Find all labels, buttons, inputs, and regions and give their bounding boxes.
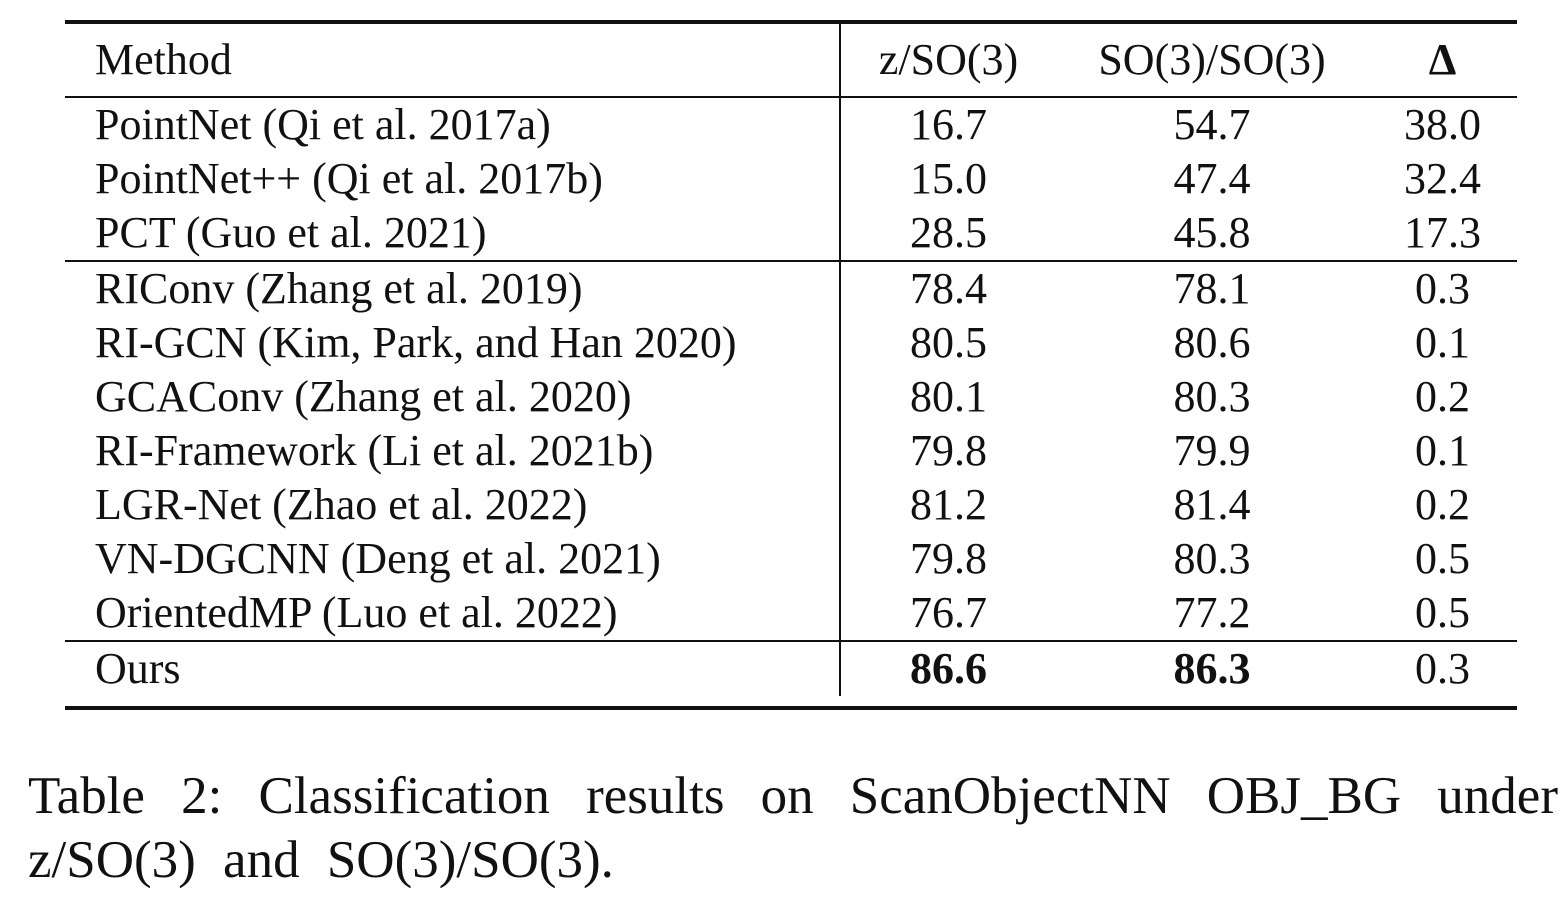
method-cell: GCAConv (Zhang et al. 2020) — [65, 370, 841, 424]
delta-cell: 0.3 — [1415, 264, 1470, 313]
so3-so3-cell: 79.9 — [1173, 426, 1251, 475]
z-so3-cell: 78.4 — [910, 264, 987, 313]
delta-cell: 0.5 — [1415, 588, 1470, 637]
so3-so3-cell: 47.4 — [1173, 154, 1251, 203]
delta-cell: 0.2 — [1415, 372, 1470, 421]
so3-so3-cell: 54.7 — [1173, 100, 1251, 149]
so3-so3-cell: 45.8 — [1173, 208, 1251, 257]
z-so3-cell: 80.1 — [910, 372, 987, 421]
method-cell: PointNet++ (Qi et al. 2017b) — [65, 152, 841, 206]
delta-cell: 0.3 — [1415, 644, 1470, 693]
z-so3-cell-best: 86.6 — [910, 644, 987, 693]
delta-cell: 17.3 — [1404, 208, 1481, 257]
header-method: Method — [65, 24, 841, 96]
table-caption: Table 2: Classification results on ScanObjectNN OBJ_BG under z/SO(3) and SO(3)/SO(3). — [28, 767, 1558, 889]
table-row-ours — [65, 642, 1517, 696]
z-so3-cell: 81.2 — [910, 480, 987, 529]
table-row — [65, 370, 1517, 424]
method-cell: LGR-Net (Zhao et al. 2022) — [65, 478, 841, 532]
header-so3-so3: SO(3)/SO(3) — [1098, 35, 1326, 84]
method-cell: RIConv (Zhang et al. 2019) — [65, 262, 841, 316]
table-row — [65, 424, 1517, 478]
z-so3-cell: 79.8 — [910, 534, 987, 583]
method-cell: RI-Framework (Li et al. 2021b) — [65, 424, 841, 478]
z-so3-cell: 80.5 — [910, 318, 987, 367]
z-so3-cell: 28.5 — [910, 208, 987, 257]
method-cell: VN-DGCNN (Deng et al. 2021) — [65, 532, 841, 586]
delta-cell: 0.1 — [1415, 318, 1470, 367]
z-so3-cell: 76.7 — [910, 588, 987, 637]
table-row — [65, 206, 1517, 260]
table-row — [65, 98, 1517, 152]
delta-cell: 0.5 — [1415, 534, 1470, 583]
z-so3-cell: 79.8 — [910, 426, 987, 475]
method-cell: RI-GCN (Kim, Park, and Han 2020) — [65, 316, 841, 370]
results-table — [65, 20, 1517, 710]
delta-cell: 32.4 — [1404, 154, 1481, 203]
so3-so3-cell: 81.4 — [1173, 480, 1251, 529]
table-row — [65, 316, 1517, 370]
so3-so3-cell: 78.1 — [1173, 264, 1251, 313]
table-row — [65, 262, 1517, 316]
delta-cell: 0.1 — [1415, 426, 1470, 475]
method-cell: OrientedMP (Luo et al. 2022) — [65, 586, 841, 640]
table-header-row — [65, 24, 1517, 96]
z-so3-cell: 15.0 — [910, 154, 987, 203]
table-row — [65, 152, 1517, 206]
header-delta: Δ — [1428, 35, 1457, 84]
delta-cell: 0.2 — [1415, 480, 1470, 529]
method-cell: PCT (Guo et al. 2021) — [65, 206, 841, 260]
z-so3-cell: 16.7 — [910, 100, 987, 149]
table-row — [65, 532, 1517, 586]
so3-so3-cell: 80.3 — [1173, 372, 1251, 421]
delta-cell: 38.0 — [1404, 100, 1481, 149]
bottom-rule — [65, 706, 1517, 710]
so3-so3-cell: 80.3 — [1173, 534, 1251, 583]
so3-so3-cell: 77.2 — [1173, 588, 1251, 637]
table-row — [65, 586, 1517, 640]
method-cell: Ours — [65, 642, 841, 696]
method-cell: PointNet (Qi et al. 2017a) — [65, 98, 841, 152]
so3-so3-cell-best: 86.3 — [1173, 644, 1251, 693]
header-z-so3: z/SO(3) — [878, 35, 1019, 84]
table-row — [65, 478, 1517, 532]
so3-so3-cell: 80.6 — [1173, 318, 1251, 367]
